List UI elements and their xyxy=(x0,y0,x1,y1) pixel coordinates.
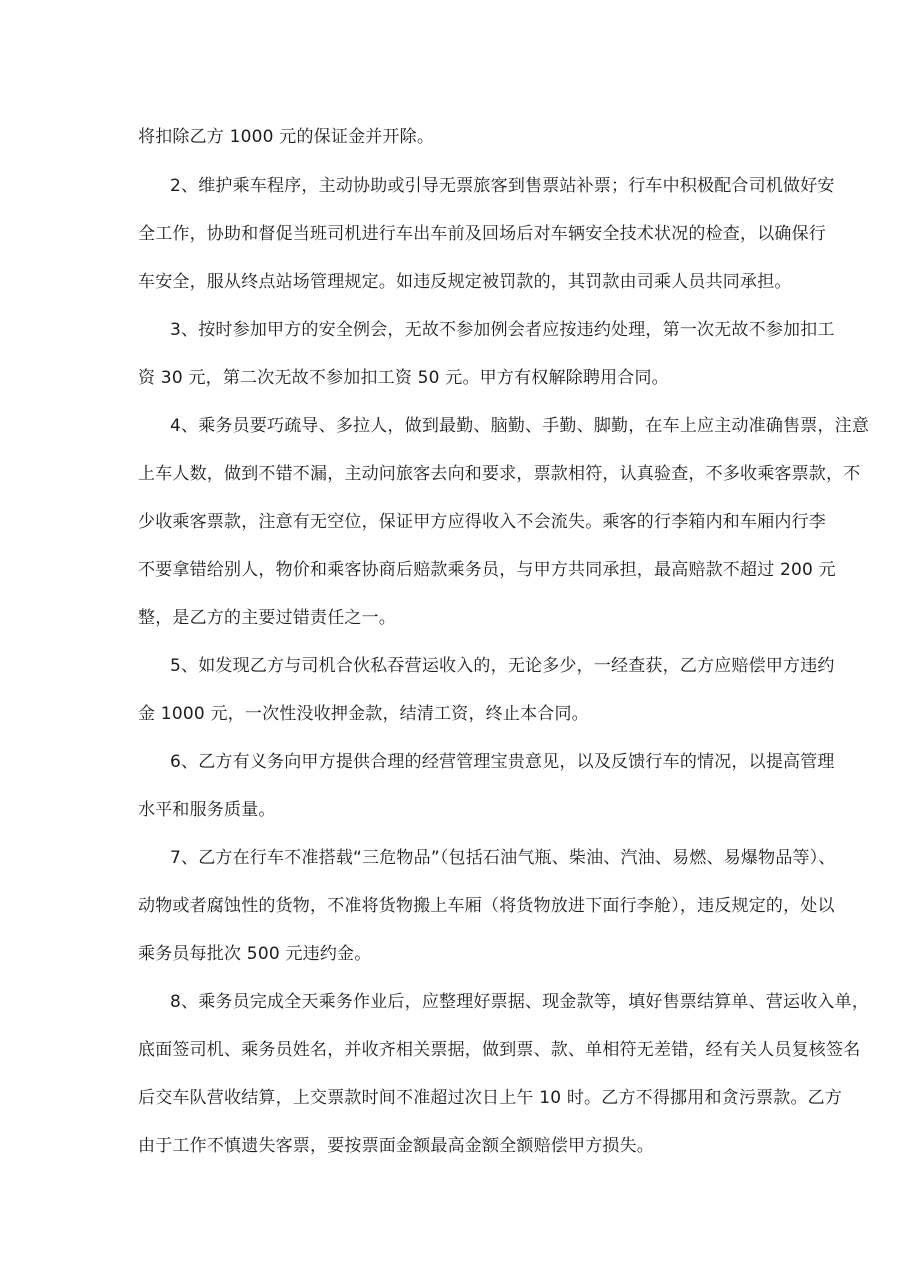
text-line: 5、如发现乙方与司机合伙私吞营运收入的，无论多少，一经查获，乙方应赔偿甲方违约 xyxy=(170,656,835,676)
text-line: 3、按时参加甲方的安全例会，无故不参加例会者应按违约处理，第一次无故不参加扣工 xyxy=(170,320,835,340)
text-line: 8、乘务员完成全天乘务作业后，应整理好票据、现金款等，填好售票结算单、营运收入单， xyxy=(170,992,870,1012)
text-line: 动物或者腐蚀性的货物，不准将货物搬上车厢（将货物放进下面行李舱），违反规定的，处以 xyxy=(138,896,835,916)
text-line: 2、维护乘车程序，主动协助或引导无票旅客到售票站补票；行车中积极配合司机做好安 xyxy=(170,176,835,196)
text-line: 上车人数，做到不错不漏，主动问旅客去向和要求，票款相符，认真验查，不多收乘客票款，不 xyxy=(138,464,861,484)
text-line: 全工作，协助和督促当班司机进行车出车前及回场后对车辆安全技术状况的检查，以确保行 xyxy=(138,224,826,244)
text-line: 7、乙方在行车不准搭载“三危物品”（包括石油气瓶、柴油、汽油、易燃、易爆物品等）、 xyxy=(170,848,836,868)
text-line: 乘务员每批次 500 元违约金。 xyxy=(138,944,372,964)
text-line: 资 30 元，第二次无故不参加扣工资 50 元。甲方有权解除聘用合同。 xyxy=(138,368,669,388)
text-line: 6、乙方有义务向甲方提供合理的经营管理宝贵意见，以及反馈行车的情况，以提高管理 xyxy=(170,752,835,772)
text-line: 由于工作不慎遗失客票，要按票面金额最高金额全额赔偿甲方损失。 xyxy=(138,1136,654,1156)
text-line: 将扣除乙方 1000 元的保证金并开除。 xyxy=(138,127,435,147)
text-line: 4、乘务员要巧疏导、多拉人，做到最勤、脑勤、手勤、脚勤，在车上应主动准确售票，注意 xyxy=(170,416,870,436)
text-line: 少收乘客票款，注意有无空位，保证甲方应得收入不会流失。乘客的行李箱内和车厢内行李 xyxy=(138,512,826,532)
text-line: 车安全，服从终点站场管理规定。如违反规定被罚款的，其罚款由司乘人员共同承担。 xyxy=(138,272,792,292)
text-line: 底面签司机、乘务员姓名，并收齐相关票据，做到票、款、单相符无差错，经有关人员复核签名 xyxy=(138,1040,861,1060)
text-line: 水平和服务质量。 xyxy=(138,800,276,820)
text-line: 不要拿错给别人，物价和乘客协商后赔款乘务员，与甲方共同承担，最高赔款不超过 200 元 xyxy=(138,560,836,580)
text-line: 后交车队营收结算，上交票款时间不准超过次日上午 10 时。乙方不得挪用和贪污票款。乙方 xyxy=(138,1088,843,1108)
text-line: 金 1000 元，一次性没收押金款，结清工资，终止本合同。 xyxy=(138,704,589,724)
text-line: 整，是乙方的主要过错责任之一。 xyxy=(138,608,396,628)
